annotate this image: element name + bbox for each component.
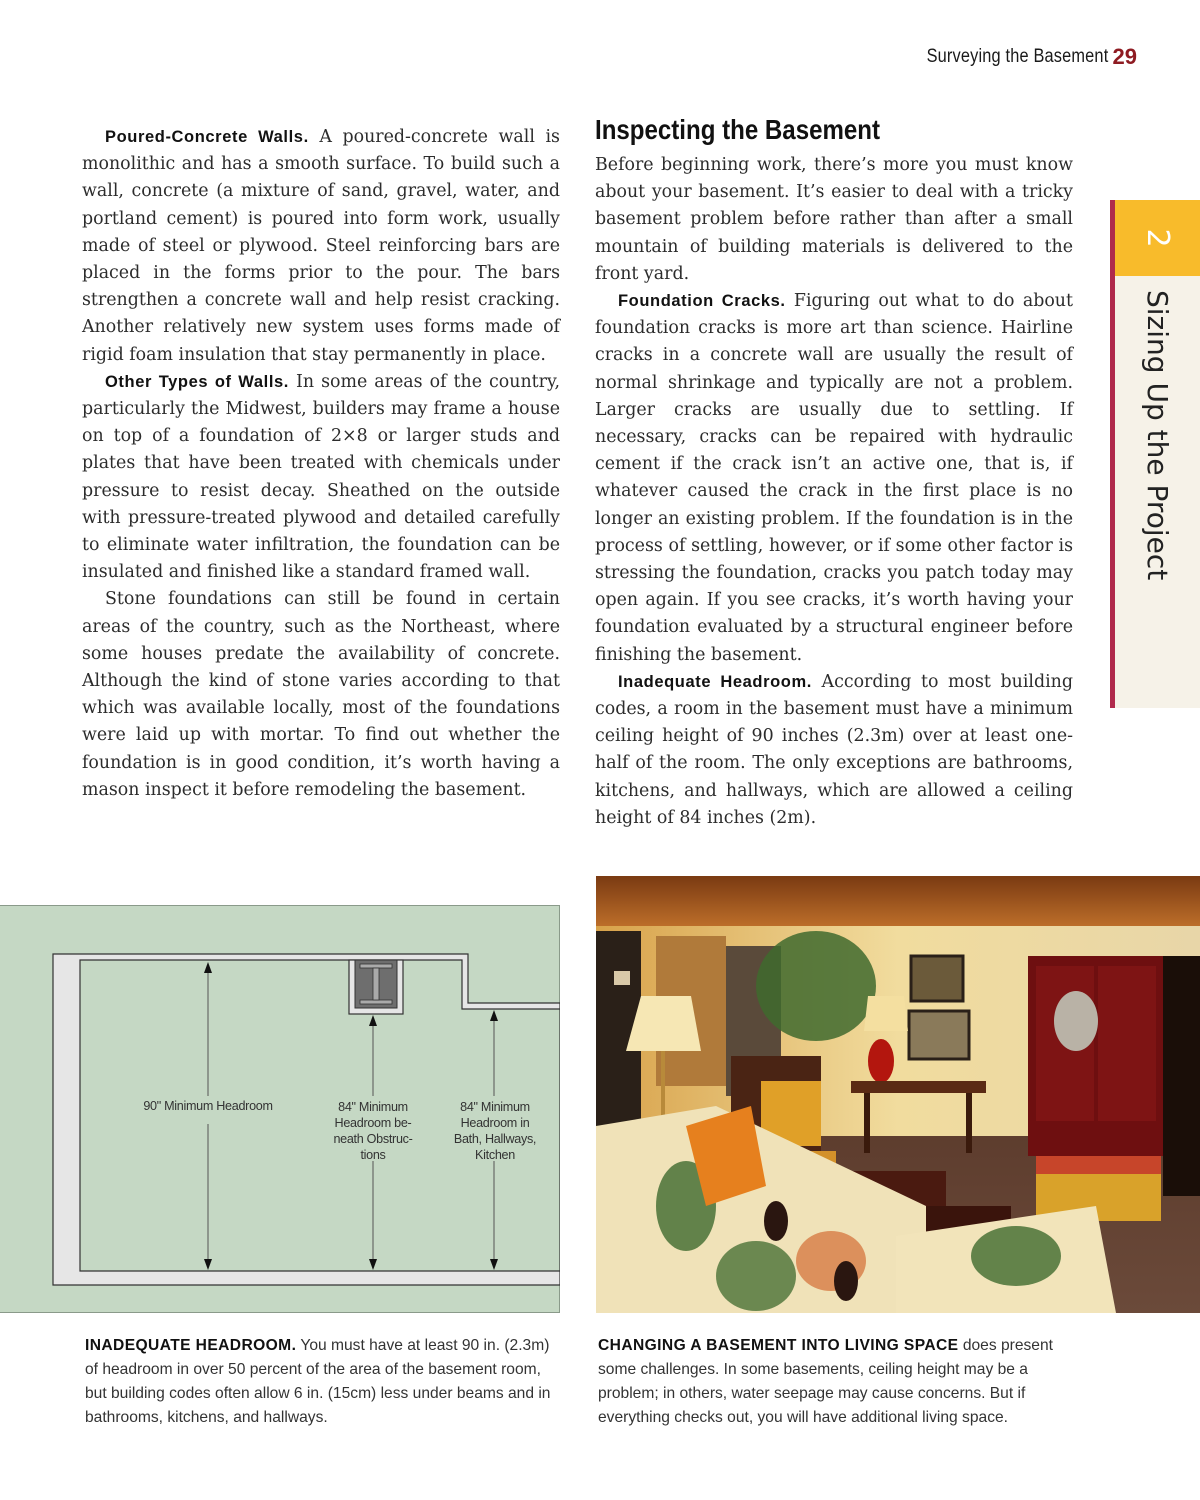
runin-heading: Inadequate Headroom. [618, 672, 812, 691]
label-line: 84" Minimum [460, 1100, 530, 1114]
left-text-column [82, 124, 560, 804]
paragraph-text: Figuring out what to do about foundation cracks is more art than science. Hairline cracks in a concrete wall are usually the result of normal shrinkage and typically are not a problem. Larger cracks are usually due to settling. If necessary, cracks can be repaired with hydraulic cement if the crack isn’t an active one, that is, if whatever caused the crack in the first place is no longer an existing problem. If the foundation is in the process of settling, however, or if some other factor is stressing the foundation, cracks you patch today may open again. If you see cracks, it’s worth having your foundation evaluated by a structural engineer before finishing the basement. [595, 291, 1073, 665]
paragraph [595, 288, 1073, 669]
chapter-tab [1110, 200, 1200, 708]
paragraph-text: In some areas of the country, particularly the Midwest, builders may frame a house on top of a foundation of 2×8 or larger studs and plates that have been treated with chemicals under pressure to resist decay. Sheathed on the outside with pressure-treated plywood and detailed carefully to eliminate water infiltration, the foundation can be insulated and finished like a standard framed wall. [82, 371, 560, 583]
label-line: Kitchen [475, 1148, 515, 1162]
paragraph-text: Stone foundations can still be found in certain areas of the country, such as the Northeast, where some houses predate the availability of concrete. Although the kind of stone varies according to that which was available locally, most of the foundations were laid up with mortar. To find out whether the foundation is in good condition, it’s worth having a mason inspect it before remodeling the basement. [82, 589, 560, 800]
headroom-diagram [0, 905, 560, 1313]
paragraph [82, 586, 560, 804]
label-line: Headroom in [460, 1116, 530, 1130]
label-line: Bath, Hallways, [453, 1132, 537, 1146]
intro-paragraph: Before beginning work, there’s more you must know about your basement. It’s easier to deal with a tricky basement problem before rather than after a small mountain of building materials is delivered to the front yard. [595, 155, 1073, 284]
chapter-number: 2 [1140, 228, 1175, 248]
running-head: Surveying the Basement [926, 46, 1108, 67]
caption-lead: INADEQUATE HEADROOM. [85, 1337, 297, 1354]
paragraph-text: According to most building codes, a room in the basement must have a minimum ceiling height of 90 inches (2.3m) over at least one-half of the room. The only exceptions are bathrooms, kitchens, and hallways, which are allowed a ceiling height of 84 inches (2m). [595, 671, 1073, 828]
caption-lead: CHANGING A BASEMENT INTO LIVING SPACE [598, 1337, 959, 1354]
runin-heading: Other Types of Walls. [105, 372, 289, 391]
label-90-minimum-headroom: 90" Minimum Headroom [143, 1099, 273, 1113]
caption-inadequate-headroom [85, 1334, 555, 1430]
label-84-bath-hallways-kitchen [440, 1099, 550, 1163]
photo-illustration [596, 876, 1200, 1313]
page-number: 29 [1112, 44, 1137, 69]
caption-text: You must have at least 90 in. (2.3m) of headroom in over 50 percent of the area of the basement room, but building codes often allow 6 in. (15cm) less under beams and in bathrooms, kitchens, and hallways. [85, 1337, 551, 1426]
paragraph [595, 669, 1073, 832]
chapter-title: Sizing Up the Project [1141, 290, 1174, 581]
runin-heading: Foundation Cracks. [618, 292, 786, 311]
label-line: tions [360, 1148, 386, 1162]
runin-heading: Poured-Concrete Walls. [105, 128, 309, 146]
paragraph [82, 124, 560, 369]
section-heading: Inspecting the Basement [595, 114, 881, 145]
caption-text: does present some challenges. In some basements, ceiling height may be a problem; in others, water seepage may cause concerns. But if everything checks out, you will have additional living space. [598, 1337, 1053, 1426]
label-line: neath Obstruc- [333, 1132, 413, 1146]
label-line: 84" Minimum [338, 1100, 408, 1114]
caption-living-space [598, 1334, 1078, 1430]
chapter-number-box [1115, 200, 1200, 276]
label-line: Headroom be- [334, 1116, 412, 1130]
basement-living-room-photo [596, 876, 1200, 1313]
label-84-beneath-obstructions [318, 1099, 428, 1163]
right-text-column [595, 152, 1073, 832]
paragraph-text: A poured-concrete wall is monolithic and has a smooth surface. To build such a wall, concrete (a mixture of sand, gravel, water, and portland cement) is poured into form work, usually made of steel or plywood. Steel reinforcing bars are placed in the forms prior to the pour. The bars strengthen a concrete wall and help resist cracking. Another relatively new system uses forms made of rigid foam insulation that stay permanently in place. [82, 127, 560, 365]
paragraph [82, 369, 560, 587]
